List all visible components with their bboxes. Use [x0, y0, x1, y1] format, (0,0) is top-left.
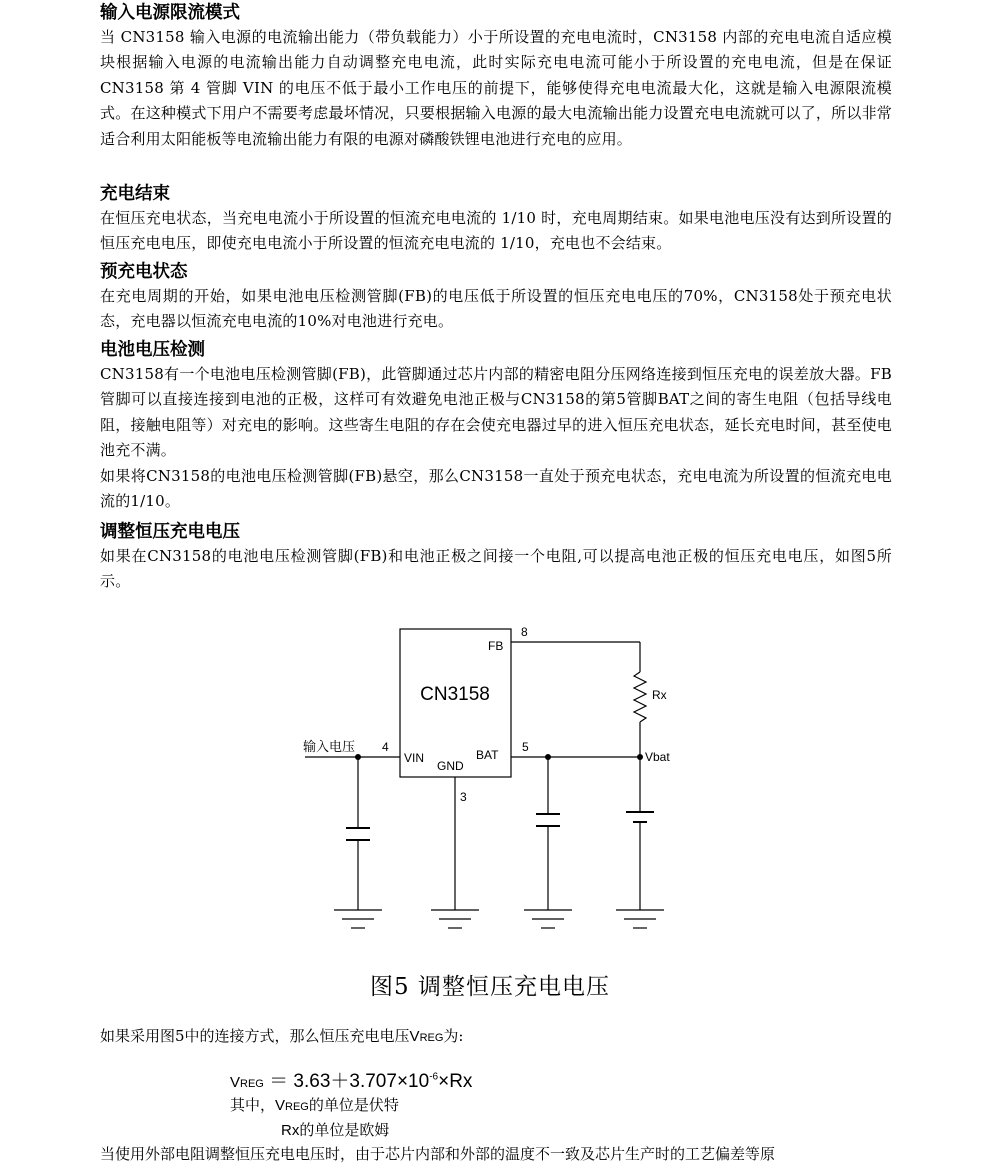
pin-vin-label: VIN: [404, 751, 425, 765]
section-paragraph: 如果将CN3158的电池电压检测管脚(FB)悬空，那么CN3158一直处于预充电状态，充电电流为所设置的恒流充电电流的1/10。: [100, 466, 892, 511]
pin-num-5: 5: [522, 740, 529, 754]
section-title: 调整恒压充电电压: [100, 522, 240, 542]
pin-bat-label: BAT: [476, 748, 499, 762]
section-battery-voltage-sense: [100, 338, 892, 514]
ground-symbol: [334, 910, 382, 928]
ground-symbol: [616, 910, 664, 928]
formula-intro: 如果采用图5中的连接方式，那么恒压充电电压VREG为:: [100, 1027, 464, 1045]
section-paragraph: 在恒压充电状态，当充电电流小于所设置的恒流充电电流的 1/10 时，充电周期结束。如果电池电压没有达到所设置的恒压充电电压，即使充电电流小于所设置的恒流充电电流的 1/10，充电也不会结束。: [100, 209, 892, 253]
ground-symbol: [431, 910, 479, 928]
chip-label: CN3158: [420, 684, 490, 705]
section-paragraph: 在充电周期的开始，如果电池电压检测管脚(FB)的电压低于所设置的恒压充电电压的70%，CN3158处于预充电状态，充电器以恒流充电电流的10%对电池进行充电。: [100, 287, 892, 331]
section-title: 充电结束: [100, 184, 170, 204]
figure-caption: 图5 调整恒压充电电压: [370, 974, 610, 1000]
vreg-formula: VREG ＝ $3.63+3.707\times 10^{-6}\times Rx$: [230, 1071, 473, 1092]
section-paragraph: 如果在CN3158的电池电压检测管脚(FB)和电池正极之间接一个电阻,可以提高电池正极的恒压充电电压，如图5所示。: [100, 547, 892, 591]
ground-symbol: [524, 910, 572, 928]
section-title: 预充电状态: [100, 262, 188, 282]
pin-fb-label: FB: [488, 639, 504, 653]
unit-note-rx: Rx的单位是欧姆: [281, 1121, 390, 1139]
section-precharge: [100, 260, 892, 335]
vbat-label: Vbat: [645, 750, 670, 764]
pin-num-3: 3: [460, 790, 467, 804]
trailing-paragraph: 当使用外部电阻调整恒压充电电压时，由于芯片内部和外部的温度不一致及芯片生产时的工艺偏差等原: [100, 1145, 776, 1163]
section-paragraph: CN3158有一个电池电压检测管脚(FB)，此管脚通过芯片内部的精密电阻分压网络连接到恒压充电的误差放大器。FB管脚可以直接连接到电池的正极，这样可有效避免电池正极与CN3158的第5管脚BAT之间的寄生电阻（包括导线电阻，接触电阻等）对充电的影响。这些寄生电阻的存在会使充电器过早的进入恒压充电状态，延长充电时间，甚至使电池充不满。: [100, 365, 892, 460]
pin-gnd-label: GND: [437, 759, 464, 773]
section-input-current-limit: [100, 1, 892, 152]
pin-num-4: 4: [382, 740, 389, 754]
section-adjust-cv-voltage: [100, 520, 892, 595]
section-title: 电池电压检测: [100, 340, 205, 360]
pin-num-8: 8: [521, 625, 528, 639]
input-voltage-label: 输入电压: [303, 739, 356, 754]
section-title: 输入电源限流模式: [100, 3, 240, 23]
resistor-rx: [634, 672, 646, 722]
resistor-label: Rx: [652, 688, 667, 702]
unit-note-vreg: 其中，VREG的单位是伏特: [230, 1096, 399, 1114]
section-paragraph: 当 CN3158 输入电源的电流输出能力（带负载能力）小于所设置的充电电流时，CN3158 内部的充电电流自适应模块根据输入电源的电流输出能力自动调整充电电流，此时实际充电电流可能小于所设置的充电电流，但是在保证 CN3158 第 4 管脚 VIN 的电压不低于最小工作电压的前提下，能够使得充电电流最大化，这就是输入电源限流模式。在这种模式下用户不需要考虑最坏情况，只要根据输入电源的最大电流输出能力设置充电电流就可以了，所以非常适合利用太阳能板等电流输出能力有限的电源对磷酸铁锂电池进行充电的应用。: [100, 28, 892, 148]
circuit-diagram: [290, 620, 690, 940]
section-charge-termination: [100, 182, 892, 257]
